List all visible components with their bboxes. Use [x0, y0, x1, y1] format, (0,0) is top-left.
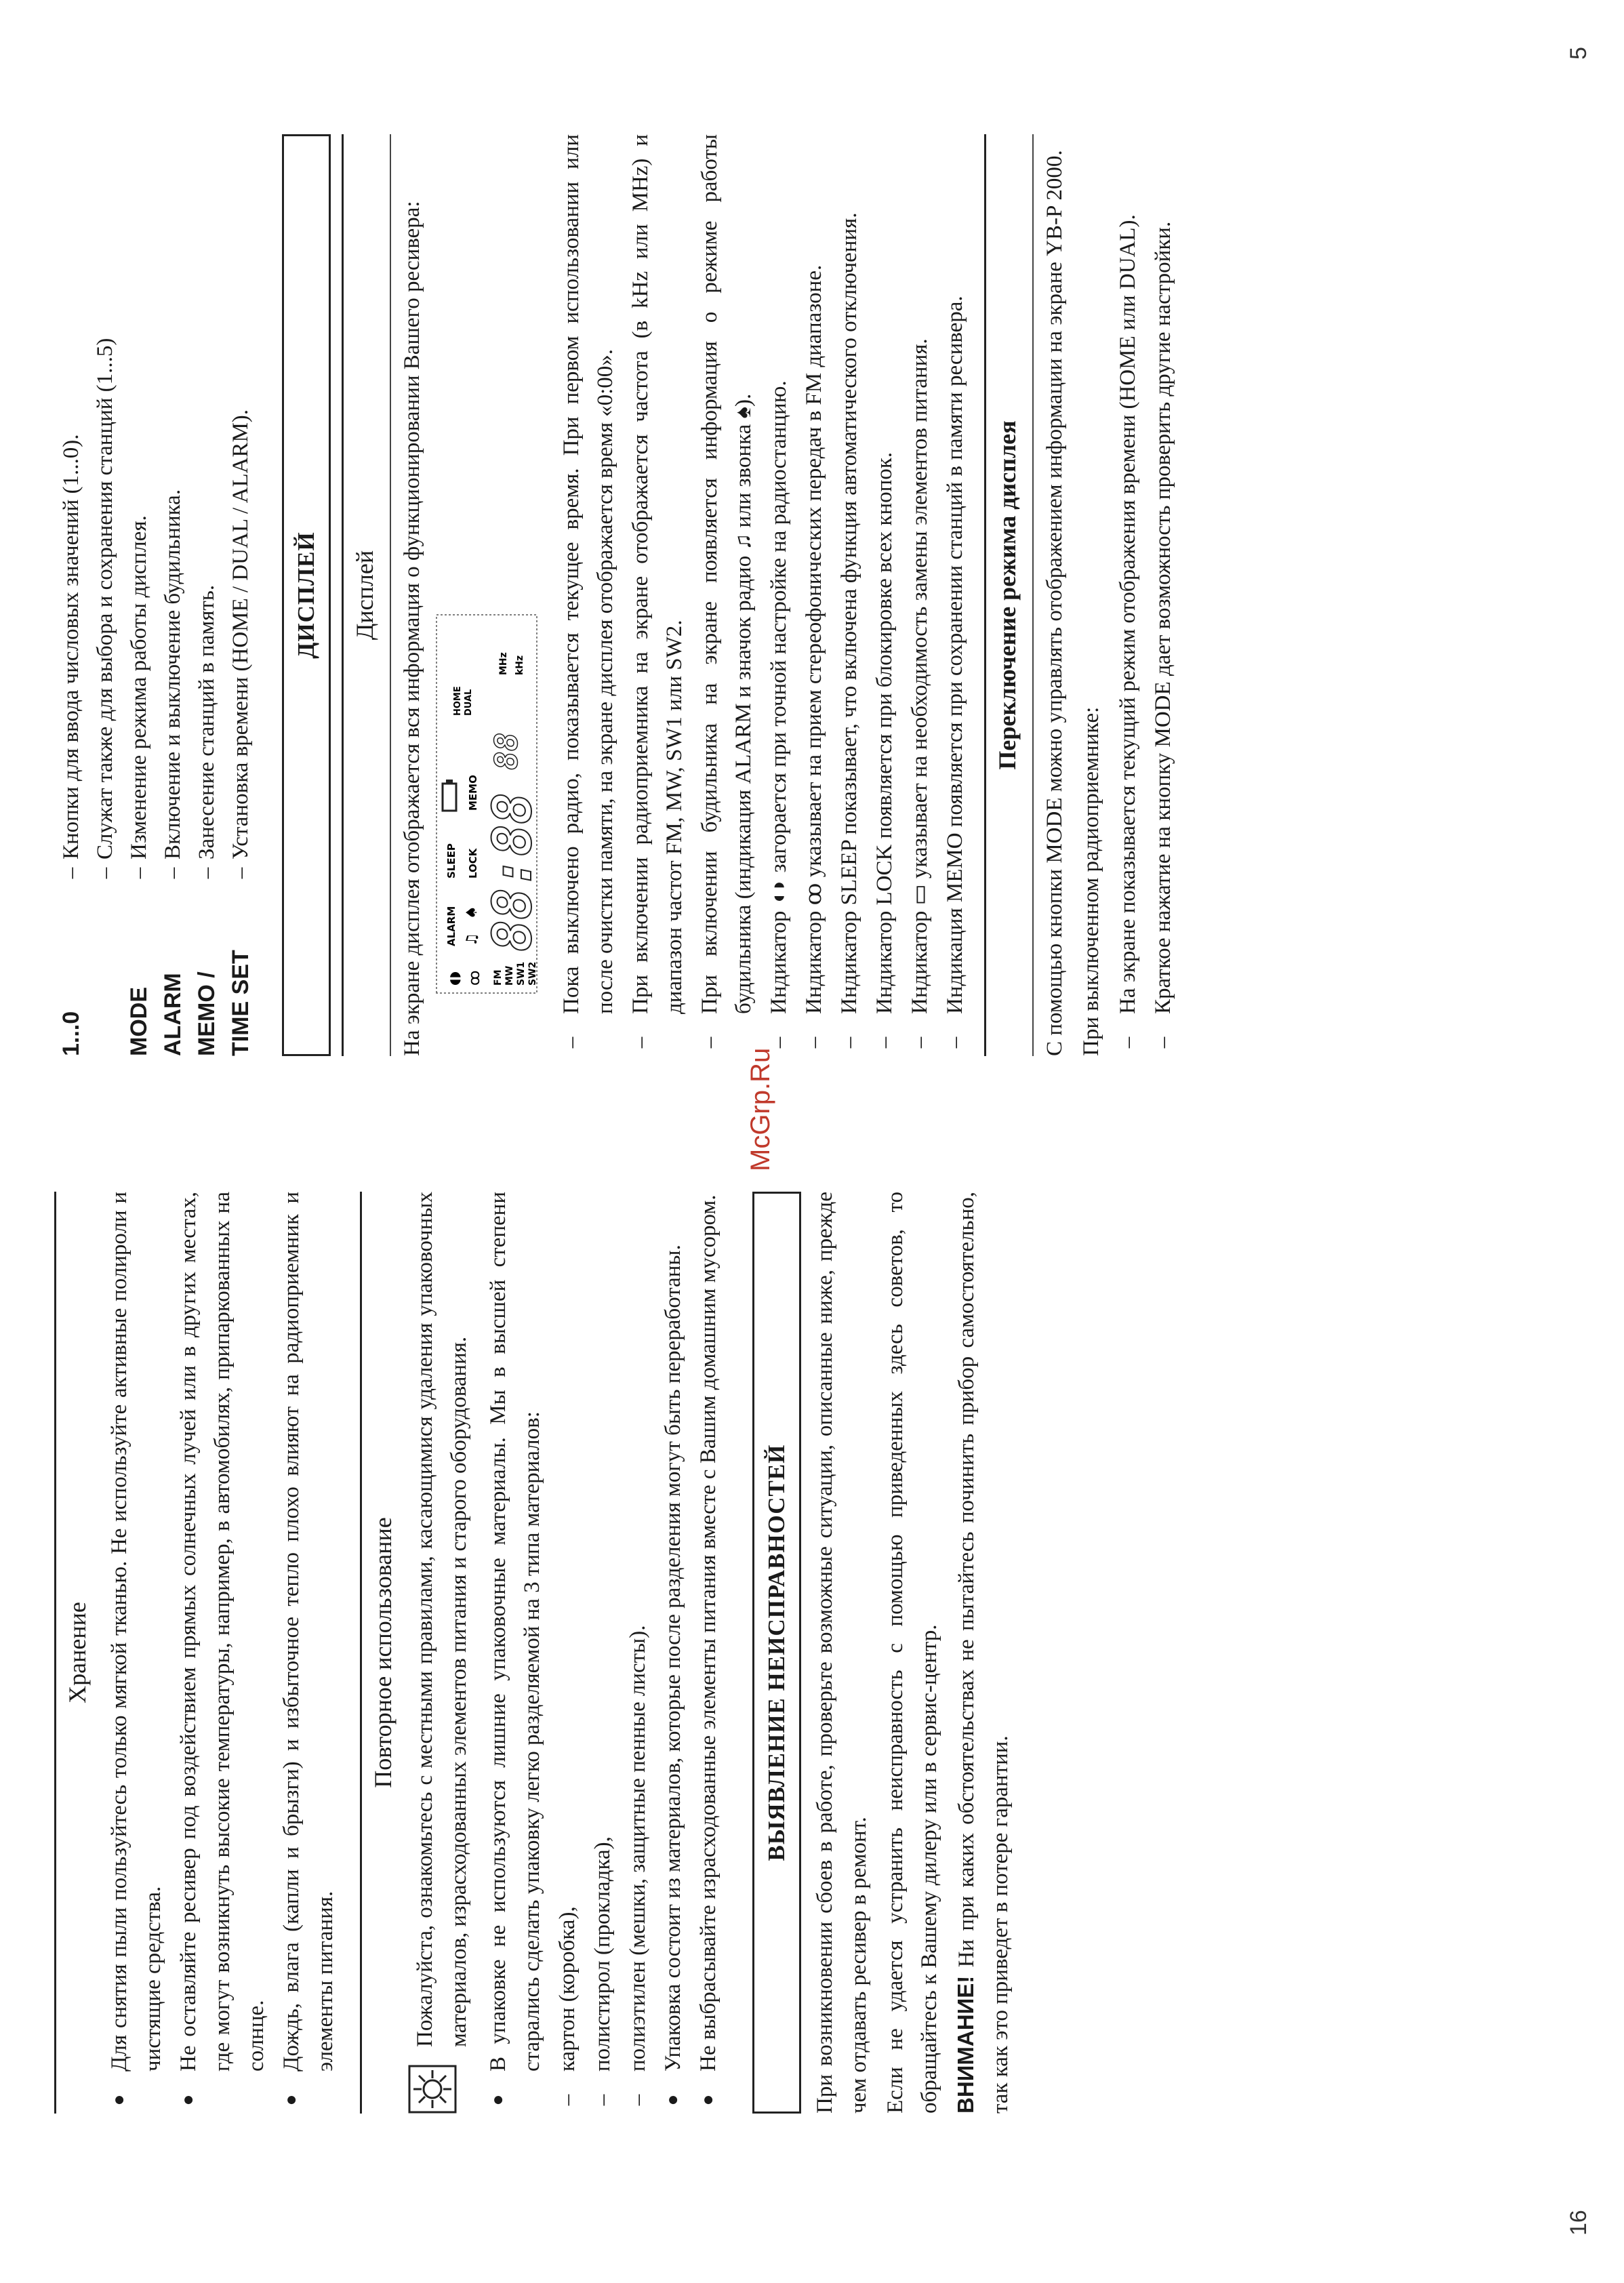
lcd-memo-label: MEMO — [467, 775, 479, 811]
battery-icon — [443, 784, 456, 811]
divider — [342, 134, 344, 1056]
lcd-khz-label: kHz — [514, 655, 525, 675]
lcd-dual-label: DUAL — [464, 689, 474, 716]
storage-title: Хранение — [64, 1602, 91, 1703]
list-item: – Пока выключено радио, показывается текущее время. При первом использовании или после очистки памяти, на экране дисплея отображается время «0:00». — [559, 134, 617, 1049]
list-item: – На экране показывается текущий режим отображения времени (HOME или DUAL). — [1116, 214, 1140, 1049]
reuse-list — [481, 1192, 725, 2114]
display-intro: На экране дисплея отображается вся информация о функционировании Вашего ресивера: — [400, 201, 424, 1056]
left-page-column — [54, 1192, 1020, 2114]
lcd-band-label: SW2 — [527, 961, 537, 986]
bullet-icon: ● — [662, 2094, 683, 2106]
right-page-column — [54, 134, 1184, 1056]
recycle-icon — [408, 2065, 457, 2114]
lcd-display-illustration — [436, 614, 537, 994]
divider — [390, 134, 391, 1056]
list-item: ● В упаковке не используются лишние упаковочные материалы. Мы в высшей степени старались сделать упаковку легко разделяемой на 3 типа материалов: — [481, 1192, 549, 2114]
lcd-home-label: HOME — [453, 686, 463, 716]
troubleshooting-warning: ВНИМАНИЕ! Ни при каких обстоятельствах не пытайтесь починить прибор самостоятельно, так как это приведет в потере гарантии. — [953, 1192, 1013, 2114]
key-list — [54, 134, 258, 1056]
bullet-icon: ● — [108, 2094, 129, 2106]
tuning-icon: ◖◗ — [446, 971, 462, 986]
list-item: – Индикатор ꝏ указывает на прием стереофонических передач в FM диапазоне. — [802, 264, 826, 1049]
key-row: 1...0 – Кнопки для ввода числовых значений (1...0). — [58, 434, 84, 1056]
page-number-right: 5 — [1566, 47, 1591, 60]
lcd-band-label: MW — [504, 965, 515, 986]
list-item: – Индикатор ▭ указывает на необходимость замены элементов питания. — [908, 338, 932, 1049]
list-item: ● Упаковка состоит из материалов, которые после разделения могут быть переработаны. — [656, 1192, 690, 2114]
display-indicator-list — [554, 134, 972, 1056]
list-item: ● Не оставляйте ресивер под воздействием прямых солнечных лучей или в других местах, где могут возникнуть высокие температуры, например, в автомобилях, припаркованных на солнце. — [171, 1192, 273, 2114]
list-item: – Индикатор ◖◗ загорается при точной настройке на радиостанцию. — [767, 380, 791, 1049]
list-item: – Краткое нажатие на кнопку MODE дает возможность проверить другие настройки. — [1151, 221, 1175, 1049]
mode-section-title: Переключение режима дисплея — [994, 420, 1021, 770]
list-item: – Индикатор SLEEP показывает, что включена функция автоматического отключения. — [837, 212, 861, 1049]
lcd-sleep-label: SLEEP — [445, 843, 458, 878]
mode-paragraph: При выключенном радиоприемнике: — [1079, 706, 1103, 1056]
bullet-icon: ● — [697, 2094, 718, 2106]
key-row: – Служат также для выбора и сохранения станций (1...5) — [93, 338, 117, 879]
list-item: – Индикатор LOCK появляется при блокировке всех кнопок. — [872, 451, 897, 1049]
bullet-icon: ● — [281, 2094, 302, 2106]
mode-paragraph: С помощью кнопки MODE можно управлять отображением информации на экране YB-P 2000. — [1042, 150, 1067, 1056]
storage-list — [102, 1192, 342, 2114]
lcd-main-digits: 88:88 — [483, 792, 537, 952]
list-item: – При включении радиоприемника на экране отображается частота (в kHz или MHz) и диапазон частот FM, MW, SW1 или SW2. — [628, 134, 687, 1049]
key-row: MEMO / – Занесение станций в память. — [194, 584, 220, 1056]
page-number-left: 16 — [1566, 2210, 1591, 2236]
divider — [360, 1192, 362, 2114]
lcd-small-digits: 88 — [488, 732, 525, 770]
reuse-title: Повторное использование — [369, 1517, 397, 1788]
watermark: McGrp.Ru — [746, 1047, 775, 1171]
list-item: – полистирол (прокладка), — [590, 1836, 615, 2106]
bullet-icon: ● — [487, 2094, 508, 2106]
troubleshooting-paragraph: Если не удается устранить неисправность с помощью приведенных здесь советов, то обращайтесь к Вашему дилеру или в сервис-центр. — [883, 1192, 941, 2114]
key-row: TIME SET – Установка времени (HOME / DUAL / ALARM). — [228, 409, 253, 1056]
lcd-band-label: FM — [493, 969, 504, 986]
divider — [984, 134, 986, 1056]
radio-note-icon: ♫ — [464, 933, 481, 946]
divider — [1032, 134, 1034, 1056]
lcd-alarm-label: ALARM — [445, 906, 458, 946]
key-row: ALARM – Включение и выключение будильника. — [160, 489, 186, 1056]
display-section-title: ДИСПЛЕЙ — [282, 134, 331, 1056]
list-item: – полиэтилен (мешки, защитные пенные листы). — [626, 1625, 650, 2106]
troubleshooting-paragraph: При возникновении сбоев в работе, проверьте возможные ситуации, описанные ниже, прежде чем отдавать ресивер в ремонт. — [813, 1192, 871, 2114]
list-item: ● Не выбрасывайте израсходованные элементы питания вместе с Вашим домашним мусором. — [691, 1192, 725, 2114]
reuse-intro: Пожалуйста, ознакомьтесь с местными правилами, касающимися удаления упаковочных материалов, израсходованных элементов питания и старого оборудования. — [413, 1192, 471, 2047]
divider — [54, 1192, 56, 2114]
display-subtitle: Дисплей — [351, 550, 378, 641]
troubleshooting-title: ВЫЯВЛЕНИЕ НЕИСПРАВНОСТЕЙ — [752, 1192, 801, 2114]
list-item: – При включении будильника на экране появляется информация о режиме работы будильника (индикация ALARM и значок радио ♫ или звонка ♠). — [697, 134, 756, 1049]
stereo-icon: ꝏ — [466, 970, 483, 986]
bell-icon: ♠ — [464, 906, 481, 919]
list-item: ● Дождь, влага (капли и брызги) и избыточное тепло плохо влияют на радиоприемник и элементы питания. — [275, 1192, 342, 2114]
warning-label: ВНИМАНИЕ! — [953, 1975, 978, 2114]
list-item: ● Для снятия пыли пользуйтесь только мягкой тканью. Не используйте активные полироли и чистящие средства. — [102, 1192, 170, 2114]
lcd-mhz-label: MHz — [498, 652, 509, 675]
key-row: MODE – Изменение режима работы дисплея. — [126, 515, 152, 1056]
recycle-note — [408, 1192, 479, 2114]
lcd-lock-label: LOCK — [467, 848, 479, 878]
list-item: – картон (коробка), — [555, 1906, 580, 2106]
bullet-icon: ● — [178, 2094, 199, 2106]
mode-list — [1111, 134, 1180, 1056]
lcd-band-label: SW1 — [516, 961, 527, 986]
list-item: – Индикация MEMO появляется при сохранении станций в памяти ресивера. — [943, 296, 967, 1049]
